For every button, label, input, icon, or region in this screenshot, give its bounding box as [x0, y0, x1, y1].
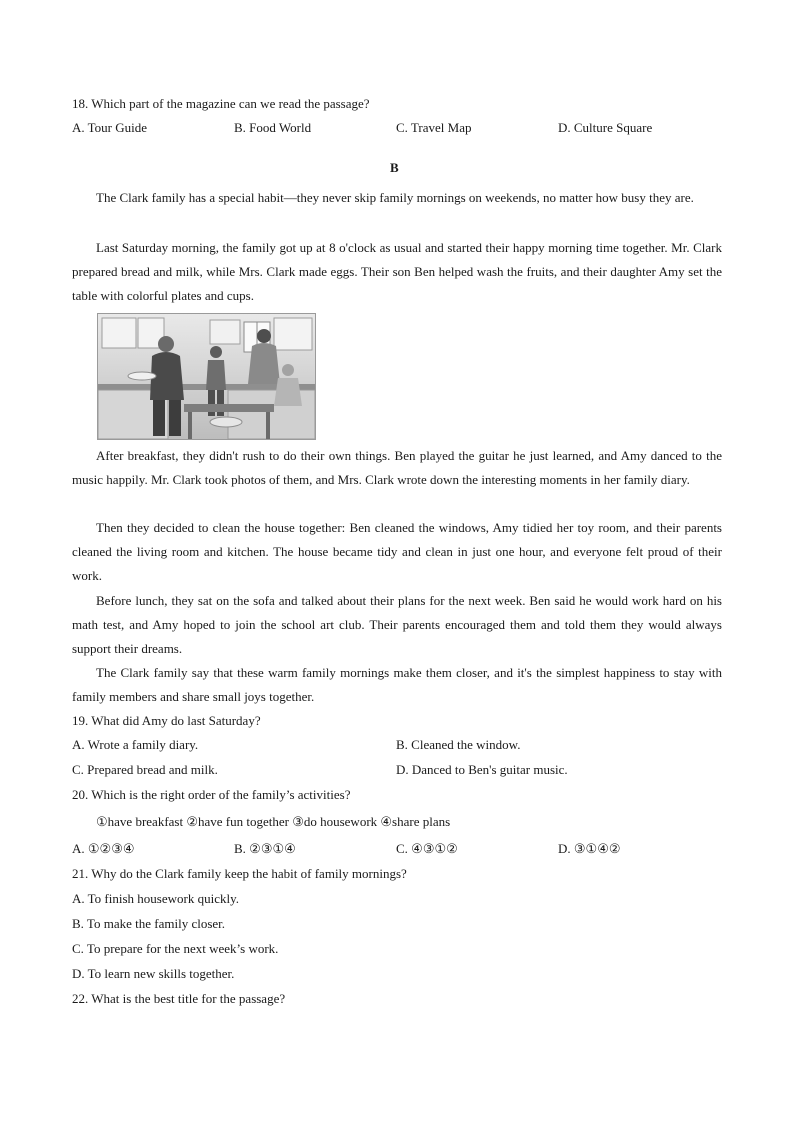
- passage-paragraph-5: Before lunch, they sat on the sofa and talked about their plans for the next week. Ben said he would work hard on his math test, and Amy hoped to join the school art club. Their parents encouraged them and told them they would always support their dreams.: [72, 593, 722, 656]
- question-20-stem: 20. Which is the right order of the family’s activities?: [72, 787, 351, 802]
- question-20-option-c: C. ④③①②: [396, 841, 458, 856]
- question-21-option-b: B. To make the family closer.: [72, 916, 226, 931]
- passage-paragraph-3: After breakfast, they didn't rush to do their own things. Ben played the guitar he just learned, and Amy danced to the music happily. Mr. Clark took photos of them, and Mrs. Clark wrote down the interesting moments in her family diary.: [72, 448, 722, 487]
- question-19-option-a: A. Wrote a family diary.: [72, 737, 199, 752]
- question-18-option-c: C. Travel Map: [396, 120, 472, 135]
- question-19-option-c: C. Prepared bread and milk.: [72, 762, 218, 777]
- question-21-option-a: A. To finish housework quickly.: [72, 891, 239, 906]
- question-18-stem: 18. Which part of the magazine can we read the passage?: [72, 96, 370, 111]
- section-label: B: [390, 160, 399, 175]
- passage-paragraph-6: The Clark family say that these warm family mornings make them closer, and it's the simplest happiness to stay with family members and share small joys together.: [72, 665, 722, 704]
- family-kitchen-photo: [97, 313, 316, 440]
- question-20-activity-list: ①have breakfast ②have fun together ③do housework ④share plans: [96, 814, 451, 829]
- family-kitchen-illustration: [98, 314, 315, 439]
- question-18-option-d: D. Culture Square: [558, 120, 653, 135]
- question-20-option-b: B. ②③①④: [234, 841, 296, 856]
- question-20-option-a: A. ①②③④: [72, 841, 135, 856]
- question-18-option-a: A. Tour Guide: [72, 120, 148, 135]
- question-22-stem: 22. What is the best title for the passage?: [72, 991, 286, 1006]
- question-21-option-c: C. To prepare for the next week’s work.: [72, 941, 279, 956]
- question-21-option-d: D. To learn new skills together.: [72, 966, 235, 981]
- question-19-option-d: D. Danced to Ben's guitar music.: [396, 762, 568, 777]
- passage-paragraph-1: The Clark family has a special habit—they never skip family mornings on weekends, no matter how busy they are.: [96, 190, 694, 205]
- passage-paragraph-2: Last Saturday morning, the family got up at 8 o'clock as usual and started their happy morning time together. Mr. Clark prepared bread and milk, while Mrs. Clark made eggs. Their son Ben helped wash the fruits, and their daughter Amy set the table with colorful plates and cups.: [72, 240, 722, 303]
- question-20-option-d: D. ③①④②: [558, 841, 621, 856]
- question-21-stem: 21. Why do the Clark family keep the habit of family mornings?: [72, 866, 407, 881]
- question-18-option-b: B. Food World: [234, 120, 312, 135]
- passage-paragraph-4: Then they decided to clean the house together: Ben cleaned the windows, Amy tidied her toy room, and their parents cleaned the living room and kitchen. The house became tidy and clean in just one hour, and everyone felt proud of their work.: [72, 520, 722, 583]
- question-19-stem: 19. What did Amy do last Saturday?: [72, 713, 261, 728]
- question-19-option-b: B. Cleaned the window.: [396, 737, 521, 752]
